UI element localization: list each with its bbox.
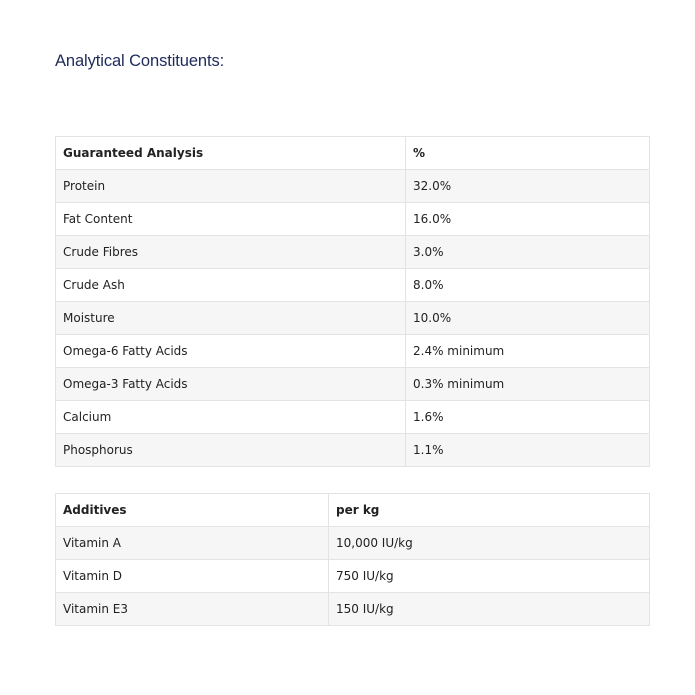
- table-row: [56, 170, 650, 203]
- nutrient-name: Omega-6 Fatty Acids: [56, 335, 406, 368]
- nutrient-value: 16.0%: [406, 203, 650, 236]
- nutrient-value: 1.1%: [406, 434, 650, 467]
- column-header-additive: Additives: [56, 494, 329, 527]
- nutrient-value: 1.6%: [406, 401, 650, 434]
- nutrient-value: 10.0%: [406, 302, 650, 335]
- table-row: [56, 593, 650, 626]
- table-header-row: [56, 494, 650, 527]
- nutrient-value: 32.0%: [406, 170, 650, 203]
- section-title: Analytical Constituents:: [55, 52, 225, 70]
- additive-amount: 750 IU/kg: [329, 560, 650, 593]
- nutrient-value: 8.0%: [406, 269, 650, 302]
- additive-amount: 10,000 IU/kg: [329, 527, 650, 560]
- nutrient-name: Calcium: [56, 401, 406, 434]
- additive-amount: 150 IU/kg: [329, 593, 650, 626]
- nutrient-name: Protein: [56, 170, 406, 203]
- table-row: [56, 527, 650, 560]
- table-row: [56, 335, 650, 368]
- nutrient-value: 0.3% minimum: [406, 368, 650, 401]
- nutrient-name: Phosphorus: [56, 434, 406, 467]
- column-header-per-kg: per kg: [329, 494, 650, 527]
- column-header-nutrient: Guaranteed Analysis: [56, 137, 406, 170]
- nutrient-name: Crude Fibres: [56, 236, 406, 269]
- additive-name: Vitamin A: [56, 527, 329, 560]
- column-header-percent: %: [406, 137, 650, 170]
- table-row: [56, 302, 650, 335]
- table-row: [56, 434, 650, 467]
- table-header-row: [56, 137, 650, 170]
- guaranteed-analysis-table: [55, 136, 650, 467]
- additive-name: Vitamin E3: [56, 593, 329, 626]
- nutrient-name: Fat Content: [56, 203, 406, 236]
- nutrient-name: Omega-3 Fatty Acids: [56, 368, 406, 401]
- additives-table: [55, 493, 650, 626]
- nutrient-name: Moisture: [56, 302, 406, 335]
- nutrient-value: 3.0%: [406, 236, 650, 269]
- nutrient-value: 2.4% minimum: [406, 335, 650, 368]
- nutrient-name: Crude Ash: [56, 269, 406, 302]
- table-row: [56, 560, 650, 593]
- table-row: [56, 269, 650, 302]
- table-row: [56, 368, 650, 401]
- additive-name: Vitamin D: [56, 560, 329, 593]
- table-row: [56, 203, 650, 236]
- table-row: [56, 401, 650, 434]
- table-row: [56, 236, 650, 269]
